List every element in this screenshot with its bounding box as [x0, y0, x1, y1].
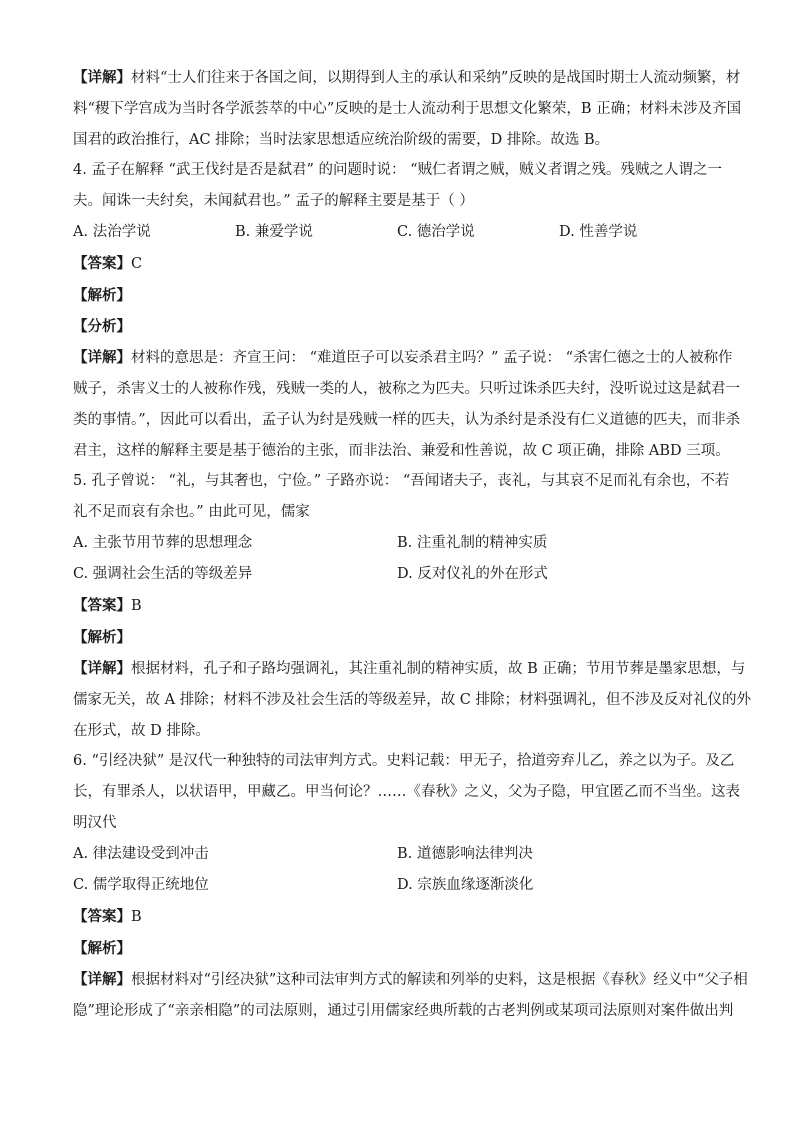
option-b: B. 兼爱学说	[235, 224, 313, 240]
question-5-options-row-1	[73, 528, 723, 559]
text-line: 礼不足而哀有余也。” 由此可见，儒家	[73, 504, 310, 520]
detail-tag: 【详解】	[73, 971, 131, 988]
analysis-tag: 【解析】	[73, 940, 131, 957]
analysis-tag: 【解析】	[73, 287, 131, 304]
detail-tag: 【详解】	[73, 69, 131, 86]
text-line: 根据材料，孔子和子路均强调礼，其注重礼制的精神实质，故 B 正确；节用节葬是墨家思想，与	[131, 661, 746, 677]
option-d: D. 反对仪礼的外在形式	[397, 566, 548, 582]
question-5-stem	[73, 466, 730, 528]
text-line: 4. 孟子在解释 “武王伐纣是否是弑君” 的问题时说： “贼仁者谓之贼，贼义者谓之残。残贼之人谓之一	[73, 162, 723, 178]
text-line: 材料“士人们往来于各国之间，以期得到人主的承认和采纳”反映的是战国时期士人流动频繁，材	[131, 70, 741, 86]
text-line: 明汉代	[73, 815, 117, 831]
answer-value: C	[131, 256, 143, 272]
option-c: C. 强调社会生活的等级差异	[73, 566, 253, 582]
option-b: B. 注重礼制的精神实质	[397, 535, 548, 551]
option-a: A. 律法建设受到冲击	[73, 846, 209, 862]
question-6-options-row-2	[73, 870, 723, 901]
text-line: 夫。闻诛一夫纣矣，未闻弑君也。” 孟子的解释主要是基于（ ）	[73, 193, 474, 209]
option-a: A. 法治学说	[73, 224, 151, 240]
option-c: C. 儒学取得正统地位	[73, 877, 209, 893]
prev-detail-paragraph	[73, 62, 742, 156]
option-d: D. 宗族血缘逐渐淡化	[397, 877, 534, 893]
answer-tag: 【答案】	[73, 908, 131, 925]
text-line: 君主，这样的解释主要是基于德治的主张，而非法治、兼爱和性善说，故 C 项正确，排除 ABD 三项。	[73, 443, 730, 459]
text-line: 料“稷下学宫成为当时各学派荟萃的中心”反映的是士人流动利于思想文化繁荣，B 正确；材料未涉及齐国	[73, 101, 742, 117]
text-line: 贼子，杀害义士的人被称作残，残贼一类的人，被称之为匹夫。只听过诛杀匹夫纣，没听说过这是弑君一	[73, 381, 740, 397]
option-c: C. 德治学说	[397, 224, 475, 240]
text-line: 根据材料对“引经决狱”这种司法审判方式的解读和列举的史料，这是根据《春秋》经义中“父子相	[131, 972, 748, 988]
detail-tag: 【详解】	[73, 660, 131, 677]
analysis-tag: 【解析】	[73, 629, 131, 646]
question-6-options-row-1	[73, 839, 723, 870]
text-line: 国君的政治推行，AC 排除；当时法家思想适应统治阶级的需要，D 排除。故选 B。	[73, 132, 610, 148]
text-line: 长，有罪杀人，以状语甲，甲藏乙。甲当何论？……《春秋》之义，父为子隐，甲宜匿乙而不当坐。这表	[73, 784, 740, 800]
option-a: A. 主张节用节葬的思想理念	[73, 535, 253, 551]
question-4-answer	[73, 248, 741, 467]
text-line: 儒家无关，故 A 排除；材料不涉及社会生活的等级差异，故 C 排除；材料强调礼，但不涉及反对礼仪的外	[73, 692, 751, 708]
text-line: 5. 孔子曾说： “礼，与其奢也，宁俭。” 子路亦说： “吾闻诸夫子，丧礼，与其哀不足而礼有余也，不若	[73, 473, 730, 489]
question-4-options	[73, 217, 723, 248]
answer-tag: 【答案】	[73, 597, 131, 614]
question-5-options-row-2	[73, 559, 723, 590]
option-b: B. 道德影响法律判决	[397, 846, 533, 862]
question-5-answer	[73, 590, 751, 747]
text-line: 6. “引经决狱” 是汉代一种独特的司法审判方式。史料记载：甲无子，拾道旁弃儿乙，养之以为子。及乙	[73, 753, 735, 769]
text-line: 材料的意思是：齐宣王问： “难道臣子可以妄杀君主吗？” 孟子说： “杀害仁德之士的人被称作	[131, 350, 733, 366]
option-d: D. 性善学说	[559, 224, 638, 240]
answer-value: B	[131, 598, 142, 614]
question-6-stem	[73, 746, 740, 839]
fenxi-tag: 【分析】	[73, 318, 131, 335]
answer-tag: 【答案】	[73, 255, 131, 272]
question-4-stem	[73, 155, 723, 217]
text-line: 在形式，故 D 排除。	[73, 723, 210, 739]
answer-value: B	[131, 909, 142, 925]
question-6-answer	[73, 901, 748, 1027]
text-line: 隐”理论形成了“亲亲相隐”的司法原则，通过引用儒家经典所载的古老判例或某项司法原则对案件做出判	[73, 1003, 734, 1019]
detail-tag: 【详解】	[73, 349, 131, 366]
text-line: 类的事情。”，因此可以看出，孟子认为纣是残贼一样的匹夫，认为杀纣是杀没有仁义道德的匹夫，而非杀	[73, 412, 741, 428]
